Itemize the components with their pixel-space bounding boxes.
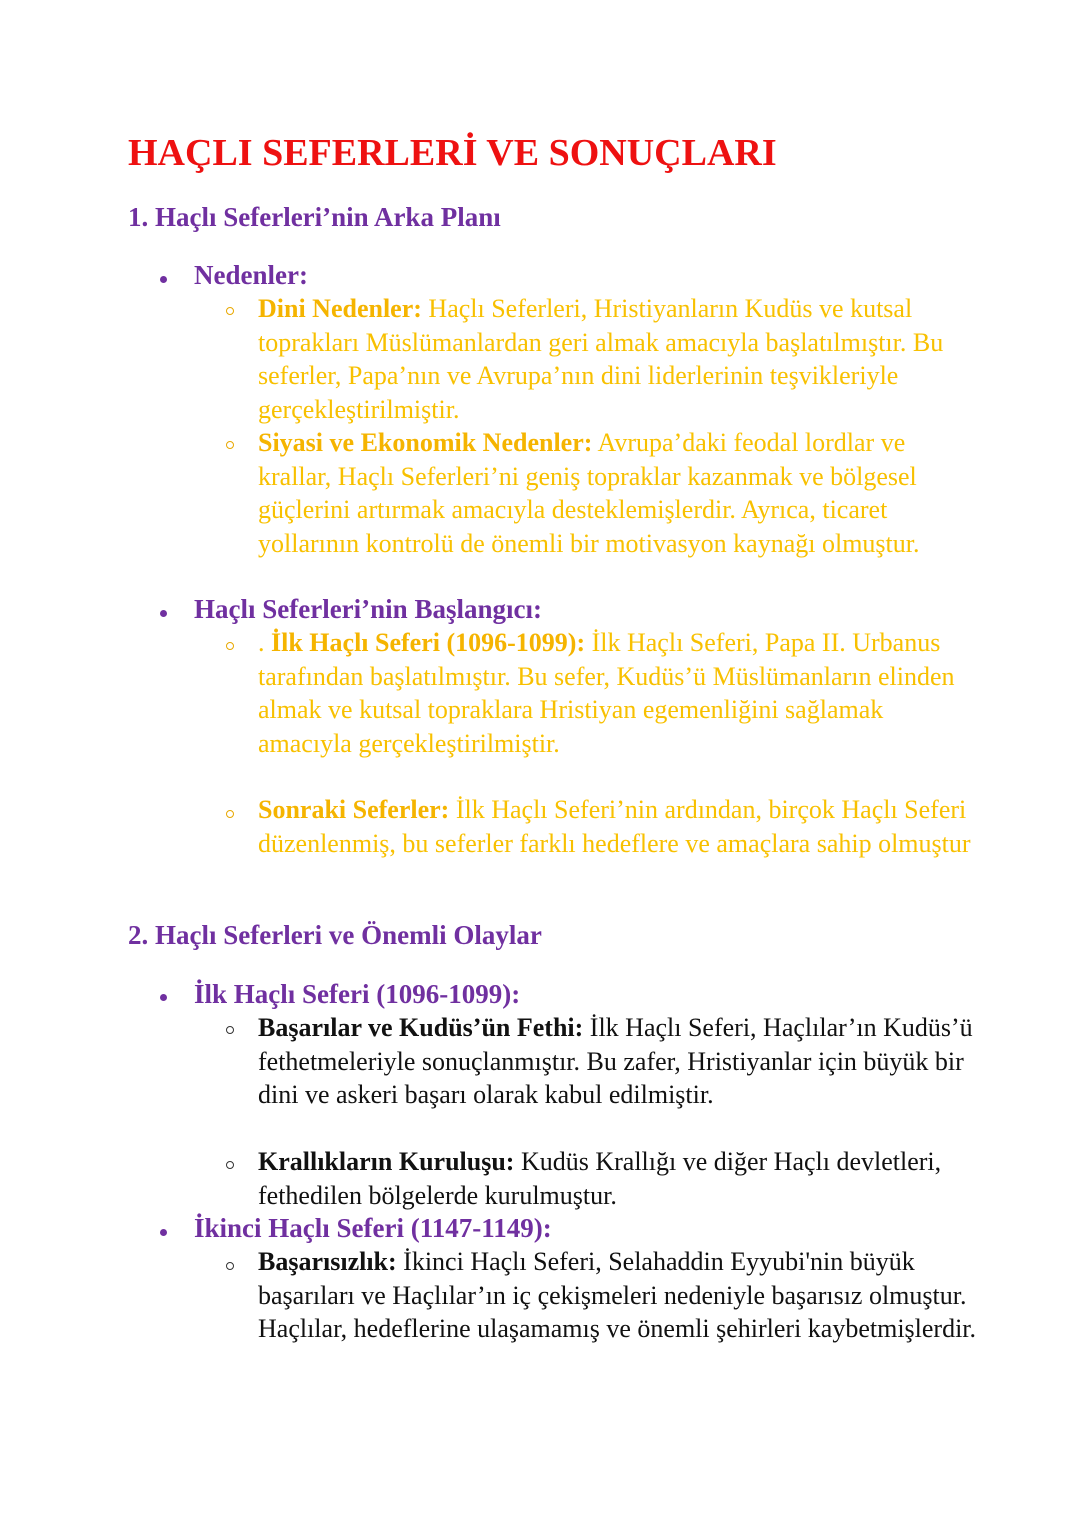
section-2-item-1-label: İlk Haçlı Seferi (1096-1099): <box>194 979 521 1009</box>
ilk-hacli-seferi-text: İlk Haçlı Seferi, Papa II. Urbanus tarafından başlatılmıştır. Bu sefer, Kudüs’ü Müslümanların elinden almak ve kutsal topraklara Hristiyan egemenliğini sağlamak amacıyla gerçekleştirilmiştir. <box>258 628 955 758</box>
basarisizlik-paragraph <box>258 1245 978 1346</box>
bullet-dot <box>160 610 167 617</box>
basarisizlik-text: İkinci Haçlı Seferi, Selahaddin Eyyubi'nin büyük başarıları ve Haçlılar’ın iç çekişmeleri nedeniyle başarısız olmuştur. Haçlılar, hedeflerine ulaşamamış ve önemli şehirleri kaybetmişlerdir. <box>258 1247 977 1343</box>
ilk-hacli-seferi-prefix: . <box>258 628 271 657</box>
section-2-heading: 2. Haçlı Seferleri ve Önemli Olaylar <box>128 920 542 950</box>
section-1-item-2-label: Haçlı Seferleri’nin Başlangıcı: <box>194 594 542 624</box>
kralliklar-label: Krallıkların Kuruluşu: <box>258 1147 515 1176</box>
kralliklar-text: Kudüs Krallığı ve diğer Haçlı devletleri, fethedilen bölgelerde kurulmuştur. <box>258 1147 942 1210</box>
dini-nedenler-text: Haçlı Seferleri, Hristiyanların Kudüs ve kutsal toprakları Müslümanlardan geri almak amacıyla başlatılmıştır. Bu seferler, Papa’nın ve Avrupa’nın dini liderlerinin teşvikleriyle gerçekleştirilmiştir. <box>258 294 944 424</box>
bullet-dot <box>160 994 167 1001</box>
bullet-dot <box>160 276 167 283</box>
bullet-dot <box>160 1229 167 1236</box>
section-1-item-1-label: Nedenler: <box>194 260 308 290</box>
ilk-hacli-seferi-label: İlk Haçlı Seferi (1096-1099): <box>271 628 586 657</box>
sub-bullet-ring <box>226 642 234 650</box>
siyasi-nedenler-text: Avrupa’daki feodal lordlar ve krallar, Haçlı Seferleri’ni geniş topraklar kazanmak ve bölgesel güçlerini artırmak amacıyla desteklemişlerdir. Ayrıca, ticaret yollarının kontrolü de önemli bir motivasyon kaynağı olmuştur. <box>258 428 920 558</box>
section-2-item-2-label: İkinci Haçlı Seferi (1147-1149): <box>194 1213 552 1243</box>
ilk-hacli-seferi-paragraph <box>258 626 978 760</box>
basarisizlik-label: Başarısızlık: <box>258 1247 397 1276</box>
sub-bullet-ring <box>226 441 234 449</box>
kralliklar-paragraph <box>258 1145 978 1212</box>
sub-bullet-ring <box>226 1161 234 1169</box>
sonraki-seferler-label: Sonraki Seferler: <box>258 795 450 824</box>
siyasi-nedenler-paragraph <box>258 426 978 560</box>
sonraki-seferler-text: İlk Haçlı Seferi’nin ardından, birçok Haçlı Seferi düzenlenmiş, bu seferler farklı hedeflere ve amaçlara sahip olmuştur <box>258 795 971 858</box>
kudus-fethi-text: İlk Haçlı Seferi, Haçlılar’ın Kudüs’ü fethetmeleriyle sonuçlanmıştır. Bu zafer, Hristiyanlar için büyük bir dini ve askeri başarı olarak kabul edilmiştir. <box>258 1013 973 1109</box>
dini-nedenler-paragraph <box>258 292 978 426</box>
kudus-fethi-label: Başarılar ve Kudüs’ün Fethi: <box>258 1013 584 1042</box>
kudus-fethi-paragraph <box>258 1011 978 1112</box>
section-1-heading: 1. Haçlı Seferleri’nin Arka Planı <box>128 202 501 232</box>
sub-bullet-ring <box>226 810 234 818</box>
sub-bullet-ring <box>226 1026 234 1034</box>
siyasi-nedenler-label: Siyasi ve Ekonomik Nedenler: <box>258 428 593 457</box>
dini-nedenler-label: Dini Nedenler: <box>258 294 422 323</box>
sonraki-seferler-paragraph <box>258 793 978 860</box>
sub-bullet-ring <box>226 1262 234 1270</box>
sub-bullet-ring <box>226 307 234 315</box>
page-title: HAÇLI SEFERLERİ VE SONUÇLARI <box>128 132 777 174</box>
